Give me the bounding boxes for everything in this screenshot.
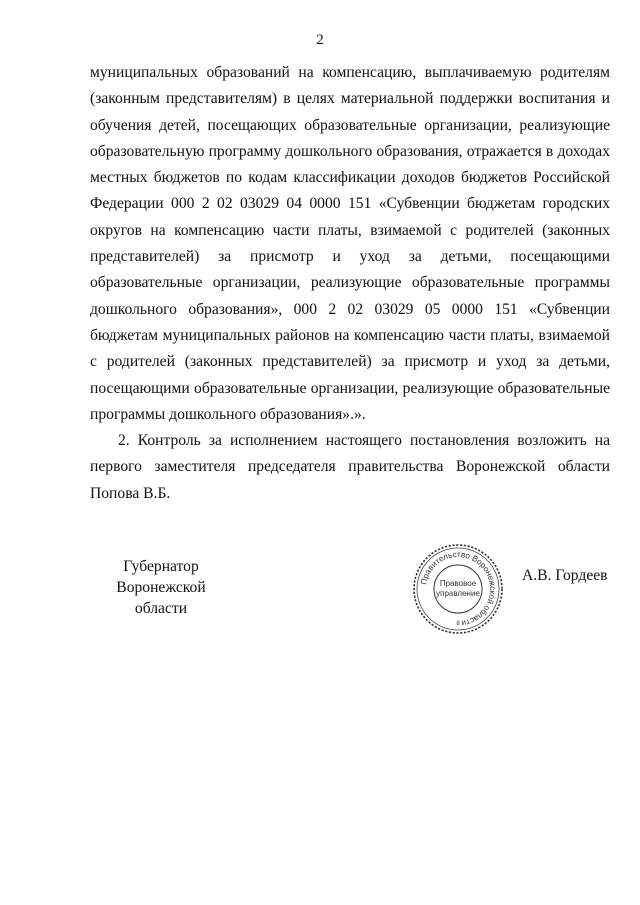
- document-body: [90, 60, 610, 507]
- signatory-name: А.В. Гордеев: [522, 567, 608, 584]
- signatory-title-line-1: Губернатор: [123, 558, 199, 575]
- approval-stamp: [412, 543, 504, 635]
- signatory-title: [90, 556, 232, 619]
- stamp-center-line-2: управление: [436, 589, 480, 598]
- page-number: 2: [316, 32, 324, 48]
- signatory-title-line-2: Воронежской области: [116, 579, 206, 617]
- stamp-mark: 8: [456, 621, 460, 627]
- paragraph-control-clause: 2. Контроль за исполнением настоящего постановления возложить на первого заместителя председателя правительства Воронежской области Попова В.Б.: [90, 432, 610, 502]
- stamp-ring-text: Правительство Воронежской области: [419, 549, 498, 628]
- stamp-center-line-1: Правовое: [439, 579, 477, 588]
- paragraph-continuation: муниципальных образований на компенсацию, выплачиваемую родителям (законным представителям) в целях материальной поддержки воспитания и обучения детей, посещающих образовательные организации, реализующие образовательную программу дошкольного образования, отражается в доходах местных бюджетов по кодам классификации доходов бюджетов Российской Федерации 000 2 02 03029 04 0000 151 «Субвенции бюджетам городских округов на компенсацию части платы, взимаемой с родителей (законных представителей) за присмотр и уход за детьми, посещающими образовательные организации, реализующие образовательные программы дошкольного образования», 000 2 02 03029 05 0000 151 «Субвенции бюджетам муниципальных районов на компенсацию части платы, взимаемой с родителей (законных представителей) за присмотр и уход за детьми, посещающими образовательные организации, реализующие образовательные программы дошкольного образования».».: [90, 64, 610, 423]
